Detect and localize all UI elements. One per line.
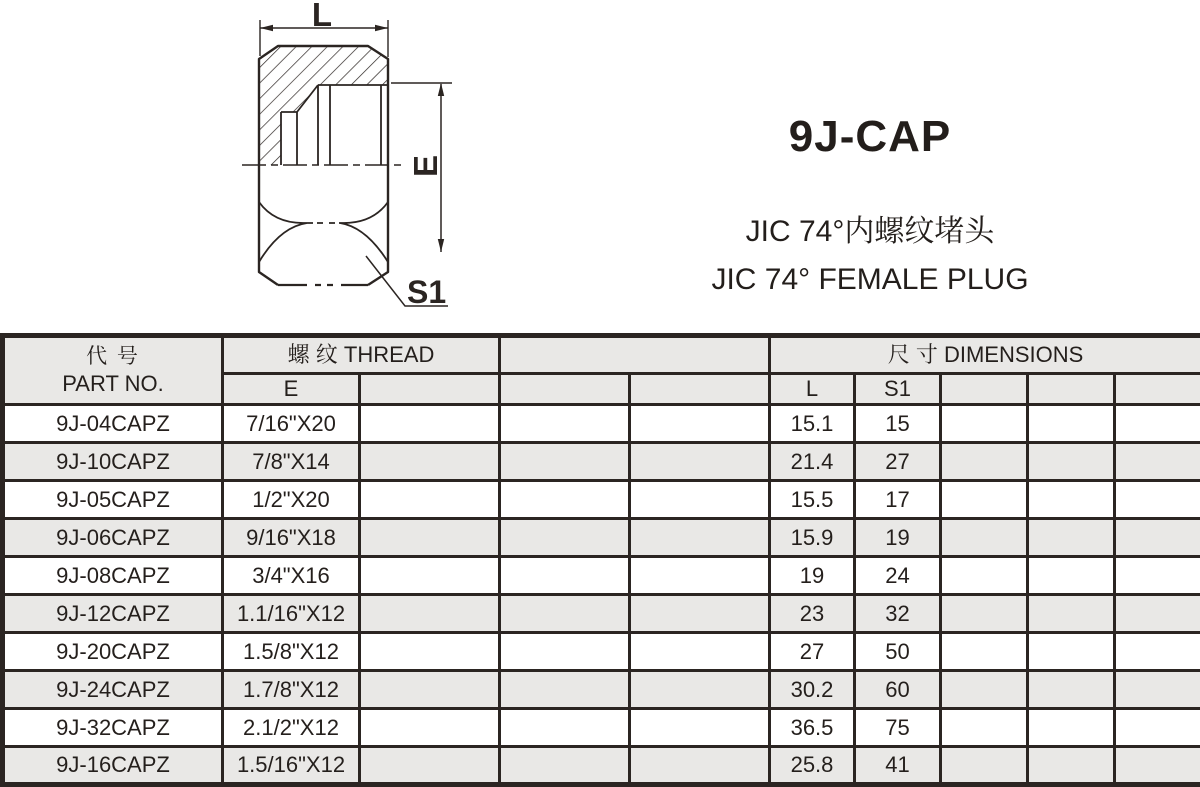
header-empty-group [500,336,770,374]
header-dimensions-group: 尺 寸 DIMENSIONS [770,336,1200,374]
cell-part-no: 9J-32CAPZ [3,709,223,747]
cell-dim-l: 27 [770,633,855,671]
cell-thread-e: 1.5/16"X12 [223,747,360,785]
table-row [3,481,1200,519]
cell-dim-l: 15.5 [770,481,855,519]
cell-part-no: 9J-08CAPZ [3,557,223,595]
cell-part-no: 9J-12CAPZ [3,595,223,633]
cell-dim-s1: 17 [855,481,941,519]
cell-dim-s1: 15 [855,405,941,443]
header-part-no-en: PART NO. [62,370,164,396]
cell-dim-l: 19 [770,557,855,595]
header-col-empty-5 [1028,374,1115,405]
cell-thread-e: 1.7/8"X12 [223,671,360,709]
product-subtitle-cn: JIC 74°内螺纹堵头 [745,215,995,248]
part-drawing [0,0,520,332]
cell-part-no: 9J-16CAPZ [3,747,223,785]
cell-thread-e: 2.1/2"X12 [223,709,360,747]
cell-thread-e: 3/4"X16 [223,557,360,595]
table-row [3,405,1200,443]
l-arrow-left [260,25,273,31]
cell-part-no: 9J-20CAPZ [3,633,223,671]
cell-thread-e: 1/2"X20 [223,481,360,519]
cell-thread-e: 1.5/8"X12 [223,633,360,671]
cell-dim-s1: 50 [855,633,941,671]
header-thread-group: 螺 纹 THREAD [223,336,500,374]
header-col-empty-2 [500,374,630,405]
header-part-no-cn: 代 号 [86,344,140,368]
cell-thread-e: 1.1/16"X12 [223,595,360,633]
table-row [3,747,1200,785]
cell-dim-s1: 27 [855,443,941,481]
table-row [3,709,1200,747]
cell-dim-s1: 24 [855,557,941,595]
cell-part-no: 9J-24CAPZ [3,671,223,709]
header-col-l: L [770,374,855,405]
e-arrow-bottom [438,239,444,252]
header-row-groups [3,336,1200,374]
table-row [3,633,1200,671]
product-subtitle-en: JIC 74° FEMALE PLUG [711,263,1029,296]
title-block [640,112,1100,297]
cell-thread-e: 7/8"X14 [223,443,360,481]
cell-dim-l: 36.5 [770,709,855,747]
header-col-empty-1 [360,374,500,405]
cell-part-no: 9J-10CAPZ [3,443,223,481]
table-row [3,557,1200,595]
cell-thread-e: 9/16"X18 [223,519,360,557]
spec-table-wrapper [0,333,1200,787]
header-col-empty-6 [1115,374,1200,405]
header-col-e: E [223,374,360,405]
cell-dim-l: 30.2 [770,671,855,709]
product-code: 9J-CAP [788,112,952,161]
section-hatch-area [259,46,388,165]
dim-label-l: L [311,0,333,33]
cell-dim-l: 23 [770,595,855,633]
cell-thread-e: 7/16"X20 [223,405,360,443]
table-row [3,595,1200,633]
cell-part-no: 9J-05CAPZ [3,481,223,519]
l-arrow-right [375,25,388,31]
header-part-no [3,336,223,405]
cell-part-no: 9J-04CAPZ [3,405,223,443]
cell-dim-l: 15.9 [770,519,855,557]
dim-label-e: E [407,154,444,178]
cell-dim-l: 15.1 [770,405,855,443]
table-row [3,671,1200,709]
table-row [3,519,1200,557]
cell-dim-s1: 60 [855,671,941,709]
cell-dim-s1: 32 [855,595,941,633]
cell-dim-s1: 19 [855,519,941,557]
hex-face-curves [259,202,388,262]
header-col-empty-3 [630,374,770,405]
cell-dim-l: 25.8 [770,747,855,785]
cell-part-no: 9J-06CAPZ [3,519,223,557]
e-arrow-top [438,83,444,96]
header-col-empty-4 [941,374,1028,405]
cell-dim-s1: 41 [855,747,941,785]
spec-table [0,333,1200,787]
cell-dim-s1: 75 [855,709,941,747]
table-row [3,443,1200,481]
dim-label-s1: S1 [407,274,447,310]
header-col-s1: S1 [855,374,941,405]
cell-dim-l: 21.4 [770,443,855,481]
